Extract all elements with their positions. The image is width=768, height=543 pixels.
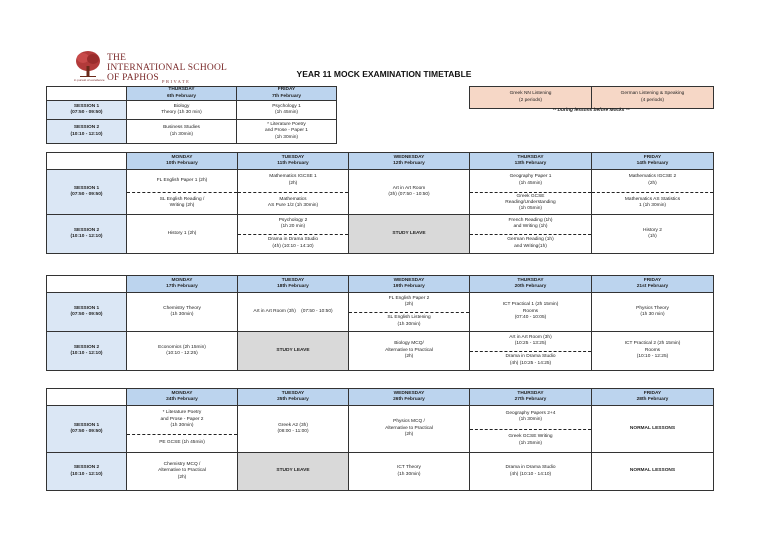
header-tuesday: TUESDAY 18th February — [238, 276, 349, 293]
timetable-week-1 — [46, 152, 714, 254]
header-monday: MONDAY 10th February — [127, 153, 238, 170]
exam-cell: * Literature Poetry and Prose - Paper 2 (1h 30min) PE GCSE (1h 45min) — [127, 406, 238, 453]
session-1-label: SESSION 1 (07:50 - 09:50) — [47, 406, 127, 453]
study-leave-cell: STUDY LEAVE — [238, 453, 349, 491]
exam-cell: Geography Paper 1 (1h 45min) Greek GCSE Reading/Understanding (1h 05min) — [470, 170, 592, 215]
exam-cell: Physics Theory (1h 30 min) — [592, 293, 714, 332]
exam-cell: Art in Art Room (3h) (10:25 - 13:25) Drama in Drama Studio (4h) (10:25 - 14:25) — [470, 332, 592, 371]
exam-cell: Mathematics IGCSE 1 (2h) Mathematics AS Pure 1/2 (1h 30min) — [238, 170, 349, 215]
pre-mock-table — [469, 86, 714, 109]
header-monday: MONDAY 17th February — [127, 276, 238, 293]
side-note-caption: ** During lessons before Mocks ** — [552, 108, 630, 113]
timetable-week-0 — [46, 86, 337, 144]
exam-cell: Psychology 2 (1h 20 min) Drama in Drama Studio (4h) (10:10 - 14:10) — [238, 215, 349, 254]
header-thursday: THURSDAY 20th February — [470, 276, 592, 293]
logo-line-1: THE — [107, 53, 127, 63]
german-listening-cell: German Listening & Speaking (4 periods) — [592, 87, 714, 109]
exam-cell: FL English Paper 1 (2h) SL English Reading / Writing (2h) — [127, 170, 238, 215]
logo-private: PRIVATE — [162, 79, 191, 84]
exam-cell: French Reading (1h) and Writing (1h) German Reading (1h) and Writing(1h) — [470, 215, 592, 254]
header-friday: FRIDAY 7th February — [237, 87, 337, 101]
session-2-label: SESSION 2 (10:10 - 12:10) — [47, 332, 127, 371]
header-friday: FRIDAY 21st February — [592, 276, 714, 293]
exam-cell: ICT Practical 1 (2h 15min) Rooms (07:40 - 10:05) — [470, 293, 592, 332]
header-tuesday: TUESDAY 11th February — [238, 153, 349, 170]
page-title: YEAR 11 MOCK EXAMINATION TIMETABLE — [296, 69, 472, 79]
exam-cell: ICT Theory (1h 30min) — [349, 453, 470, 491]
header-friday: FRIDAY 28th February — [592, 389, 714, 406]
exam-cell: Chemistry Theory (1h 30min) — [127, 293, 238, 332]
exam-cell: Drama in Drama Studio (4h) (10:10 - 14:10) — [470, 453, 592, 491]
normal-lessons-cell: NORMAL LESSONS — [592, 406, 714, 453]
exam-cell: * Literature Poetry and Prose - Paper 1 (1h 30min) — [237, 120, 337, 144]
timetable-week-3 — [46, 388, 714, 491]
header-thursday: THURSDAY 27th February — [470, 389, 592, 406]
session-2-label: SESSION 2 (10:10 - 12:10) — [47, 453, 127, 491]
header-wednesday: WEDNESDAY 26th February — [349, 389, 470, 406]
exam-cell: Greek A2 (3h) (08:00 - 11:00) — [238, 406, 349, 453]
exam-cell: Biology MCQ/ Alternative to Practical (2h) — [349, 332, 470, 371]
header-thursday: THURSDAY 13th February — [470, 153, 592, 170]
session-2-label: SESSION 2 (10:10 - 12:10) — [47, 215, 127, 254]
header-friday: FRIDAY 14th February — [592, 153, 714, 170]
exam-cell: Art in Art Room (3h) (07:50 - 10:50) — [349, 170, 470, 215]
exam-cell: Mathematics IGCSE 2 (2h) Mathematics AS Statistics 1 (1h 30min) — [592, 170, 714, 215]
exam-cell: ICT Practical 2 (2h 15min) Rooms (10:10 - 12:25) — [592, 332, 714, 371]
exam-cell: Economics (2h 15min) (10:10 - 12:25) — [127, 332, 238, 371]
header-wednesday: WEDNESDAY 19th February — [349, 276, 470, 293]
timetable-week-2 — [46, 275, 714, 371]
session-1-label: SESSION 1 (07:50 - 09:50) — [47, 293, 127, 332]
study-leave-cell: STUDY LEAVE — [349, 215, 470, 254]
exam-cell: FL English Paper 2 (2h) SL English Listening (1h 30min) — [349, 293, 470, 332]
exam-cell: Art in Art Room (3h) (07:50 - 10:50) — [238, 293, 349, 332]
header-wednesday: WEDNESDAY 12th February — [349, 153, 470, 170]
exam-cell: Biology Theory (1h 30 min) — [127, 101, 237, 120]
header-thursday: THURSDAY 6th February — [127, 87, 237, 101]
exam-cell: Psychology 1 (1h 45min) — [237, 101, 337, 120]
logo-line-3: OF PAPHOS — [107, 73, 159, 83]
session-2-label: SESSION 2 (10:10 - 12:10) — [47, 120, 127, 144]
logo-line-2: INTERNATIONAL SCHOOL — [107, 63, 228, 73]
exam-cell: History 1 (2h) — [127, 215, 238, 254]
exam-cell: Business Studies (1h 30min) — [127, 120, 237, 144]
session-1-label: SESSION 1 (07:50 - 09:50) — [47, 101, 127, 120]
study-leave-cell: STUDY LEAVE — [238, 332, 349, 371]
header-tuesday: TUESDAY 25th February — [238, 389, 349, 406]
session-1-label: SESSION 1 (07:50 - 09:50) — [47, 170, 127, 215]
header-monday: MONDAY 24th February — [127, 389, 238, 406]
logo-tagline: in pursuit of excellence — [74, 78, 105, 82]
exam-cell: Chemistry MCQ / Alternative to Practical (2h) — [127, 453, 238, 491]
greek-listening-cell: Greek NN Listening (2 periods) — [470, 87, 592, 109]
exam-cell: Physics MCQ / Alternative to Practical (2h) — [349, 406, 470, 453]
normal-lessons-cell: NORMAL LESSONS — [592, 453, 714, 491]
exam-cell: Geography Papers 2+4 (1h 30min) Greek GCSE Writing (1h 25min) — [470, 406, 592, 453]
exam-cell: History 2 (1h) — [592, 215, 714, 254]
